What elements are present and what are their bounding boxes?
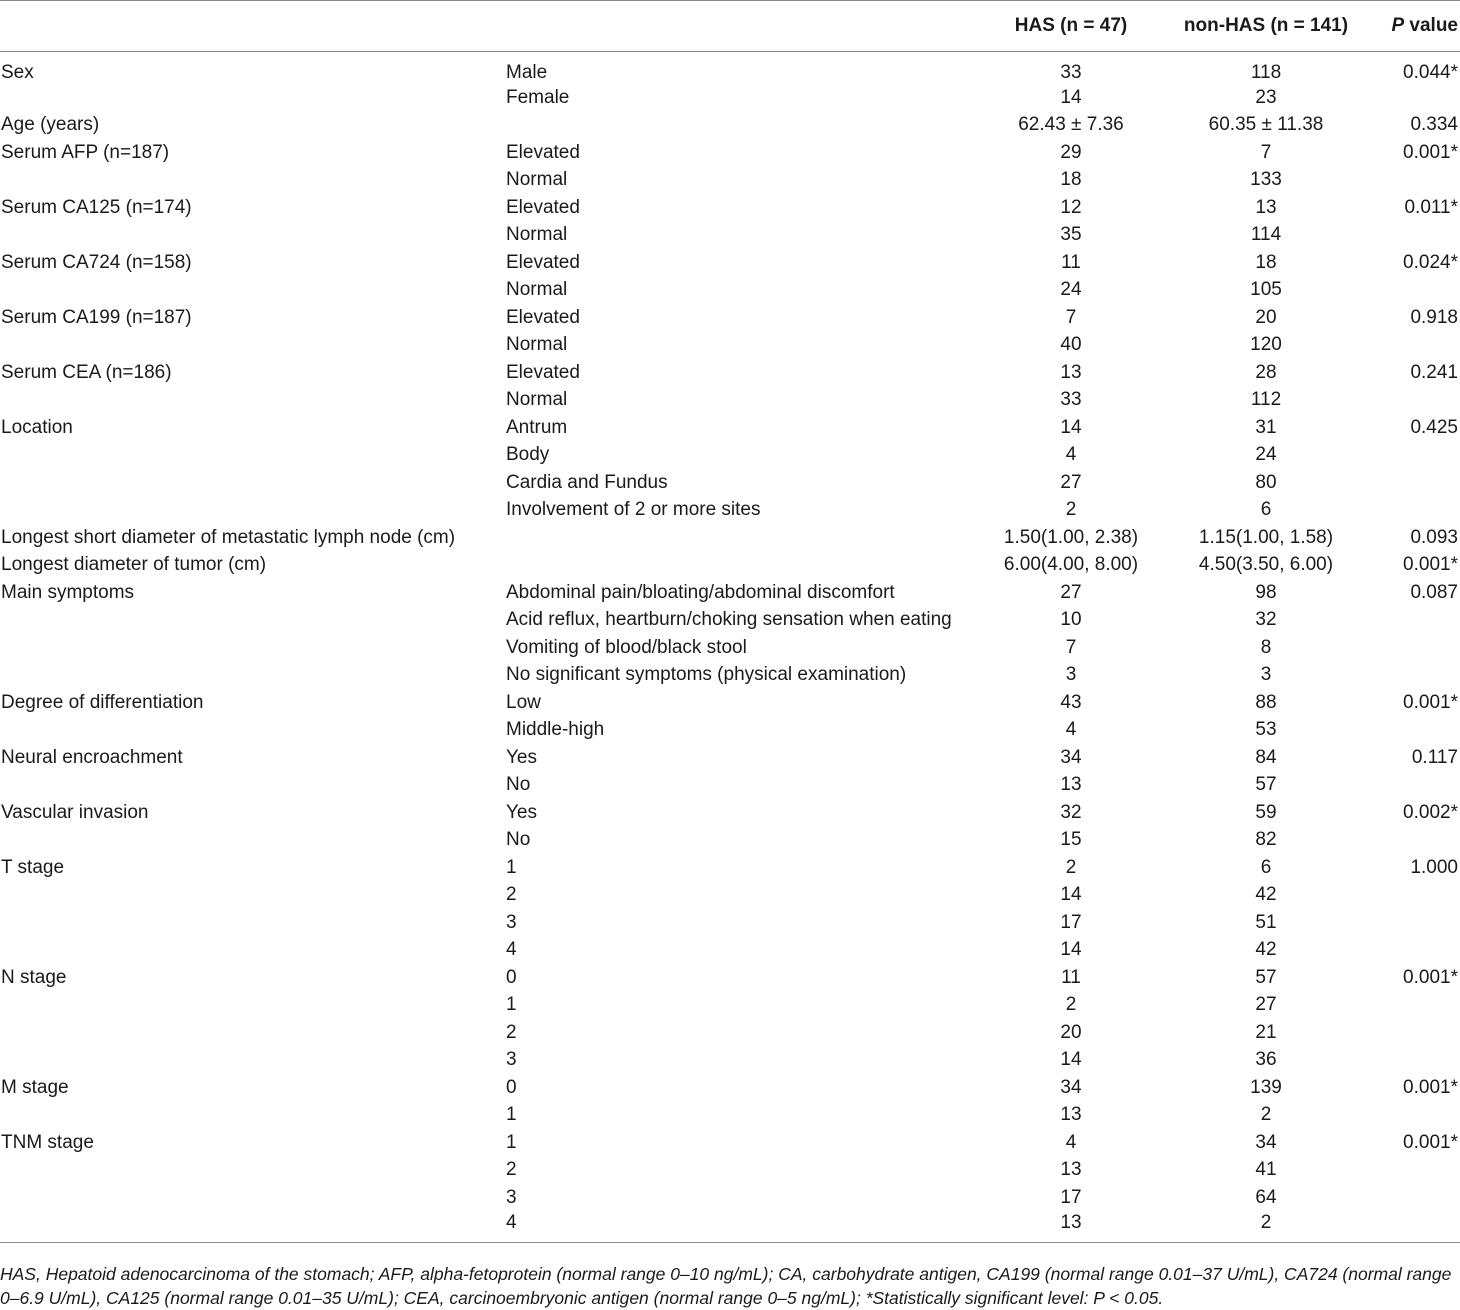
table-row bbox=[0, 552, 1460, 580]
cell-has: 2 bbox=[1065, 856, 1077, 878]
cell-category: 2 bbox=[506, 1021, 517, 1043]
cell-has: 7 bbox=[1065, 636, 1077, 658]
cell-category: 4 bbox=[506, 939, 517, 961]
table-row bbox=[0, 937, 1460, 965]
cell-p-value bbox=[1360, 332, 1460, 360]
table-row bbox=[0, 139, 1460, 167]
cell-non-has: 2 bbox=[1172, 1212, 1360, 1243]
cell-has: 40 bbox=[1060, 334, 1082, 356]
cell-p-value: 0.001* bbox=[1403, 1076, 1458, 1098]
cell-category: Vomiting of blood/black stool bbox=[506, 636, 747, 658]
table-row bbox=[0, 1019, 1460, 1047]
cell-has: 24 bbox=[1060, 279, 1082, 301]
header-non-has: non-HAS (n = 141) bbox=[1172, 1, 1360, 52]
cell-variable bbox=[0, 992, 505, 1020]
table-row bbox=[0, 52, 1460, 85]
cell-variable: T stage bbox=[1, 856, 65, 878]
cell-category bbox=[505, 112, 970, 140]
cell-category: No significant symptoms (physical examination) bbox=[506, 664, 907, 686]
table-row bbox=[0, 1129, 1460, 1157]
cell-non-has: 114 bbox=[1250, 224, 1282, 246]
cell-p-value: 0.002* bbox=[1403, 801, 1458, 823]
cell-variable: Serum CA125 (n=174) bbox=[1, 196, 192, 218]
table-body bbox=[0, 52, 1460, 1243]
cell-non-has: 23 bbox=[1255, 86, 1277, 108]
cell-non-has: 98 bbox=[1255, 581, 1277, 603]
cell-has: 17 bbox=[1060, 911, 1082, 933]
cell-has: 15 bbox=[1060, 829, 1082, 851]
table-row bbox=[0, 1157, 1460, 1185]
table-row bbox=[0, 497, 1460, 525]
cell-non-has: 53 bbox=[1255, 719, 1277, 741]
header-p-value bbox=[1360, 1, 1460, 52]
cell-category: Elevated bbox=[506, 251, 580, 273]
cell-variable bbox=[0, 167, 505, 195]
cell-category: No bbox=[506, 774, 531, 796]
header-category bbox=[505, 1, 970, 52]
table-row bbox=[0, 277, 1460, 305]
cell-variable bbox=[0, 634, 505, 662]
cell-variable bbox=[0, 827, 505, 855]
cell-non-has: 8 bbox=[1260, 636, 1272, 658]
table-row bbox=[0, 112, 1460, 140]
cell-p-value bbox=[1360, 167, 1460, 195]
header-variable bbox=[0, 1, 505, 52]
cell-has: 4 bbox=[1065, 444, 1077, 466]
cell-p-value: 0.001* bbox=[1403, 554, 1458, 576]
cell-category: Normal bbox=[506, 334, 568, 356]
table-row bbox=[0, 304, 1460, 332]
cell-has: 33 bbox=[1060, 62, 1082, 83]
cell-variable: N stage bbox=[1, 966, 67, 988]
cell-non-has: 80 bbox=[1255, 471, 1277, 493]
cell-has: 13 bbox=[1060, 1104, 1082, 1126]
cell-p-value: 0.918 bbox=[1410, 306, 1458, 328]
cell-category: 2 bbox=[506, 884, 517, 906]
cell-has: 13 bbox=[1060, 774, 1082, 796]
cell-category: Normal bbox=[506, 224, 568, 246]
header-p-letter: P bbox=[1391, 15, 1405, 36]
cell-variable bbox=[0, 277, 505, 305]
cell-p-value: 1.000 bbox=[1410, 856, 1458, 878]
cell-p-value bbox=[1360, 1047, 1460, 1075]
cell-has: 35 bbox=[1060, 224, 1082, 246]
cell-p-value: 0.334 bbox=[1410, 114, 1458, 136]
cell-non-has: 57 bbox=[1255, 774, 1277, 796]
table-row bbox=[0, 469, 1460, 497]
cell-p-value: 0.001* bbox=[1403, 141, 1458, 163]
cell-category: Male bbox=[506, 62, 548, 83]
cell-non-has: 6 bbox=[1260, 856, 1272, 878]
cell-p-value bbox=[1360, 772, 1460, 800]
table-row bbox=[0, 662, 1460, 690]
cell-p-value: 0.087 bbox=[1410, 581, 1458, 603]
cell-has: 2 bbox=[1065, 994, 1077, 1016]
cell-has: 11 bbox=[1061, 251, 1081, 273]
table-row bbox=[0, 1102, 1460, 1130]
cell-has: 4 bbox=[1065, 1131, 1077, 1153]
cell-variable: Serum CA199 (n=187) bbox=[1, 306, 192, 328]
cell-p-value: 0.117 bbox=[1411, 746, 1458, 768]
cell-p-value bbox=[1360, 277, 1460, 305]
cell-has: 27 bbox=[1060, 581, 1082, 603]
cell-has: 7 bbox=[1065, 306, 1077, 328]
cell-category: 1 bbox=[506, 1131, 517, 1153]
cell-category: Antrum bbox=[506, 416, 568, 438]
cell-category: Yes bbox=[506, 746, 537, 768]
cell-variable bbox=[0, 1047, 505, 1075]
cell-variable: M stage bbox=[1, 1076, 69, 1098]
cell-p-value bbox=[1360, 1212, 1460, 1243]
cell-category: Elevated bbox=[506, 196, 580, 218]
cell-p-value bbox=[1360, 662, 1460, 690]
cell-p-value bbox=[1360, 497, 1460, 525]
cell-p-value bbox=[1360, 1157, 1460, 1185]
cell-variable: Longest diameter of tumor (cm) bbox=[1, 554, 267, 576]
cell-variable bbox=[0, 662, 505, 690]
table-row bbox=[0, 964, 1460, 992]
table-row bbox=[0, 827, 1460, 855]
table-row bbox=[0, 222, 1460, 250]
cell-non-has: 3 bbox=[1260, 664, 1272, 686]
cell-non-has: 88 bbox=[1255, 691, 1277, 713]
cell-variable: Serum AFP (n=187) bbox=[1, 141, 170, 163]
cell-non-has: 139 bbox=[1250, 1076, 1282, 1098]
cell-category: Female bbox=[506, 86, 570, 108]
cell-non-has: 4.50(3.50, 6.00) bbox=[1198, 554, 1334, 576]
cell-has: 2 bbox=[1065, 499, 1077, 521]
cell-non-has: 120 bbox=[1250, 334, 1282, 356]
cell-has: 14 bbox=[1060, 884, 1082, 906]
cell-non-has: 36 bbox=[1255, 1049, 1277, 1071]
cell-variable bbox=[0, 717, 505, 745]
cell-category: Elevated bbox=[506, 306, 580, 328]
cell-category: Involvement of 2 or more sites bbox=[506, 499, 761, 521]
cell-p-value: 0.093 bbox=[1410, 526, 1458, 548]
cell-has: 34 bbox=[1060, 746, 1082, 768]
cell-variable bbox=[0, 332, 505, 360]
cell-variable: Longest short diameter of metastatic lymph node (cm) bbox=[1, 526, 456, 548]
cell-non-has: 60.35 ± 11.38 bbox=[1208, 114, 1324, 136]
cell-variable bbox=[0, 1102, 505, 1130]
cell-category: Elevated bbox=[506, 141, 580, 163]
cell-p-value bbox=[1360, 222, 1460, 250]
cell-non-has: 82 bbox=[1255, 829, 1277, 851]
cell-category: Normal bbox=[506, 389, 568, 411]
table-row bbox=[0, 524, 1460, 552]
cell-p-value: 0.001* bbox=[1403, 1131, 1458, 1153]
table-row bbox=[0, 909, 1460, 937]
table-row bbox=[0, 882, 1460, 910]
cell-variable: Age (years) bbox=[1, 114, 100, 136]
cell-has: 13 bbox=[970, 1212, 1172, 1243]
cell-non-has: 42 bbox=[1255, 884, 1277, 906]
cell-category: 0 bbox=[506, 1076, 517, 1098]
cell-category bbox=[505, 552, 970, 580]
cell-category: Elevated bbox=[506, 361, 580, 383]
cell-has: 13 bbox=[1060, 1159, 1082, 1181]
cell-variable: Neural encroachment bbox=[1, 746, 183, 768]
table-row bbox=[0, 167, 1460, 195]
cell-non-has: 64 bbox=[1255, 1186, 1277, 1208]
cell-p-value bbox=[1360, 387, 1460, 415]
cell-category: 2 bbox=[506, 1159, 517, 1181]
cell-non-has: 42 bbox=[1255, 939, 1277, 961]
table-row bbox=[0, 1047, 1460, 1075]
cell-non-has: 32 bbox=[1255, 609, 1277, 631]
cell-variable: Main symptoms bbox=[1, 581, 135, 603]
cell-variable: Serum CA724 (n=158) bbox=[1, 251, 192, 273]
table-row bbox=[0, 387, 1460, 415]
cell-non-has: 118 bbox=[1250, 62, 1282, 83]
cell-has: 62.43 ± 7.36 bbox=[1018, 114, 1124, 136]
cell-has: 14 bbox=[1060, 939, 1082, 961]
cell-non-has: 34 bbox=[1255, 1131, 1277, 1153]
cell-p-value bbox=[1360, 607, 1460, 635]
cell-p-value bbox=[1360, 1102, 1460, 1130]
cell-p-value bbox=[1360, 84, 1460, 112]
cell-has: 27 bbox=[1060, 471, 1082, 493]
cell-p-value: 0.241 bbox=[1410, 361, 1458, 383]
cell-variable bbox=[0, 387, 505, 415]
cell-non-has: 24 bbox=[1255, 444, 1277, 466]
table-row bbox=[0, 607, 1460, 635]
cell-variable: Serum CEA (n=186) bbox=[1, 361, 172, 383]
cell-has: 32 bbox=[1060, 801, 1082, 823]
cell-variable bbox=[0, 497, 505, 525]
cell-p-value: 0.024* bbox=[1403, 251, 1458, 273]
cell-non-has: 31 bbox=[1255, 416, 1277, 438]
cell-has: 17 bbox=[1060, 1186, 1082, 1208]
table-row bbox=[0, 854, 1460, 882]
cell-non-has: 18 bbox=[1255, 251, 1277, 273]
cell-has: 20 bbox=[1060, 1021, 1082, 1043]
table-header bbox=[0, 1, 1460, 52]
cell-p-value bbox=[1360, 717, 1460, 745]
cell-category: 3 bbox=[506, 911, 517, 933]
cell-non-has: 13 bbox=[1255, 196, 1277, 218]
cell-non-has: 133 bbox=[1250, 169, 1282, 191]
table-row bbox=[0, 194, 1460, 222]
cell-category: 4 bbox=[505, 1212, 970, 1243]
cell-non-has: 112 bbox=[1250, 389, 1282, 411]
cell-variable bbox=[0, 909, 505, 937]
cell-non-has: 21 bbox=[1255, 1021, 1277, 1043]
table-row bbox=[0, 992, 1460, 1020]
cell-non-has: 1.15(1.00, 1.58) bbox=[1198, 526, 1334, 548]
cell-category: No bbox=[506, 829, 531, 851]
cell-has: 18 bbox=[1060, 169, 1082, 191]
table-row bbox=[0, 717, 1460, 745]
cell-p-value: 0.011* bbox=[1404, 196, 1458, 218]
table-row bbox=[0, 414, 1460, 442]
cell-non-has: 57 bbox=[1255, 966, 1277, 988]
cell-category: 3 bbox=[506, 1049, 517, 1071]
cell-variable bbox=[0, 1157, 505, 1185]
table-row bbox=[0, 249, 1460, 277]
cell-variable: Degree of differentiation bbox=[1, 691, 204, 713]
cell-p-value bbox=[1360, 469, 1460, 497]
cell-non-has: 7 bbox=[1260, 141, 1272, 163]
cell-variable bbox=[0, 222, 505, 250]
cell-has: 14 bbox=[1060, 416, 1082, 438]
cell-has: 29 bbox=[1060, 141, 1082, 163]
cell-p-value bbox=[1360, 937, 1460, 965]
cell-has: 33 bbox=[1060, 389, 1082, 411]
cell-category: Yes bbox=[506, 801, 537, 823]
table-row bbox=[0, 1074, 1460, 1102]
cell-p-value: 0.425 bbox=[1410, 416, 1458, 438]
cell-p-value: 0.001* bbox=[1403, 691, 1458, 713]
cell-p-value: 0.044* bbox=[1403, 62, 1458, 83]
cell-variable bbox=[0, 1212, 505, 1243]
cell-category: Cardia and Fundus bbox=[506, 471, 668, 493]
cell-variable: TNM stage bbox=[1, 1131, 94, 1153]
cell-category: Acid reflux, heartburn/choking sensation when eating bbox=[506, 609, 952, 631]
cell-non-has: 28 bbox=[1255, 361, 1277, 383]
cell-has: 6.00(4.00, 8.00) bbox=[1003, 554, 1139, 576]
table-row bbox=[0, 1184, 1460, 1212]
cell-has: 14 bbox=[1060, 86, 1082, 108]
cell-non-has: 59 bbox=[1255, 801, 1277, 823]
cell-category: Low bbox=[506, 691, 541, 713]
cell-p-value bbox=[1360, 909, 1460, 937]
header-has: HAS (n = 47) bbox=[970, 1, 1172, 52]
table-row bbox=[0, 772, 1460, 800]
table-row bbox=[0, 744, 1460, 772]
table-row bbox=[0, 84, 1460, 112]
cell-has: 11 bbox=[1061, 966, 1081, 988]
cell-p-value bbox=[1360, 634, 1460, 662]
cell-non-has: 27 bbox=[1255, 994, 1277, 1016]
cell-p-value bbox=[1360, 882, 1460, 910]
cell-variable bbox=[0, 1019, 505, 1047]
cell-has: 3 bbox=[1065, 664, 1077, 686]
table-row bbox=[0, 689, 1460, 717]
header-row bbox=[0, 1, 1460, 52]
table-row bbox=[0, 1212, 1460, 1243]
cell-category: 3 bbox=[506, 1186, 517, 1208]
table-row bbox=[0, 359, 1460, 387]
cell-p-value: 0.001* bbox=[1403, 966, 1458, 988]
cell-category: 1 bbox=[506, 856, 517, 878]
cell-category: 0 bbox=[506, 966, 517, 988]
table-footnote: HAS, Hepatoid adenocarcinoma of the stomach; AFP, alpha-fetoprotein (normal range 0–10 ng/mL); CA, carbohydrate antigen, CA199 (normal range 0.01–37 U/mL), CA724 (normal range 0–6.9 U/mL), CA125 (normal range 0.01–35 U/mL); CEA, carcinoembryonic antigen (normal range 0–5 ng/mL); *Statistically significant level: P < 0.05. bbox=[0, 1264, 1452, 1308]
cell-variable: Sex bbox=[1, 62, 34, 83]
cell-category: Normal bbox=[506, 279, 568, 301]
cell-category bbox=[505, 524, 970, 552]
cell-p-value bbox=[1360, 992, 1460, 1020]
cell-category: 1 bbox=[506, 994, 517, 1016]
table-row bbox=[0, 799, 1460, 827]
cell-has: 13 bbox=[1060, 361, 1082, 383]
header-p-rest: value bbox=[1404, 15, 1458, 36]
cell-variable bbox=[0, 772, 505, 800]
cell-category: Middle-high bbox=[506, 719, 605, 741]
cell-has: 10 bbox=[1060, 609, 1082, 631]
cell-has: 43 bbox=[1060, 691, 1082, 713]
cell-non-has: 84 bbox=[1255, 746, 1277, 768]
cell-category: 1 bbox=[506, 1104, 517, 1126]
cell-category: Abdominal pain/bloating/abdominal discomfort bbox=[506, 581, 895, 603]
cell-has: 34 bbox=[1060, 1076, 1082, 1098]
cell-non-has: 41 bbox=[1255, 1159, 1277, 1181]
cell-category: Body bbox=[506, 444, 550, 466]
cell-non-has: 2 bbox=[1260, 1104, 1272, 1126]
cell-category: Normal bbox=[506, 169, 568, 191]
cell-variable: Location bbox=[1, 416, 73, 438]
table-row bbox=[0, 579, 1460, 607]
cell-p-value bbox=[1360, 442, 1460, 470]
cell-non-has: 51 bbox=[1255, 911, 1277, 933]
cell-variable bbox=[0, 1184, 505, 1212]
table-row bbox=[0, 442, 1460, 470]
cell-variable bbox=[0, 442, 505, 470]
cell-variable bbox=[0, 882, 505, 910]
table-row bbox=[0, 634, 1460, 662]
table-row bbox=[0, 332, 1460, 360]
cell-variable: Vascular invasion bbox=[1, 801, 149, 823]
cell-p-value bbox=[1360, 1019, 1460, 1047]
cell-has: 1.50(1.00, 2.38) bbox=[1003, 526, 1139, 548]
cell-variable bbox=[0, 84, 505, 112]
cell-has: 14 bbox=[1060, 1049, 1082, 1071]
cell-non-has: 6 bbox=[1260, 499, 1272, 521]
cell-variable bbox=[0, 469, 505, 497]
cell-p-value bbox=[1360, 1184, 1460, 1212]
cell-has: 4 bbox=[1065, 719, 1077, 741]
cell-non-has: 20 bbox=[1255, 306, 1277, 328]
cell-variable bbox=[0, 607, 505, 635]
cell-variable bbox=[0, 937, 505, 965]
cell-non-has: 105 bbox=[1250, 279, 1282, 301]
cell-p-value bbox=[1360, 827, 1460, 855]
cell-has: 12 bbox=[1060, 196, 1082, 218]
